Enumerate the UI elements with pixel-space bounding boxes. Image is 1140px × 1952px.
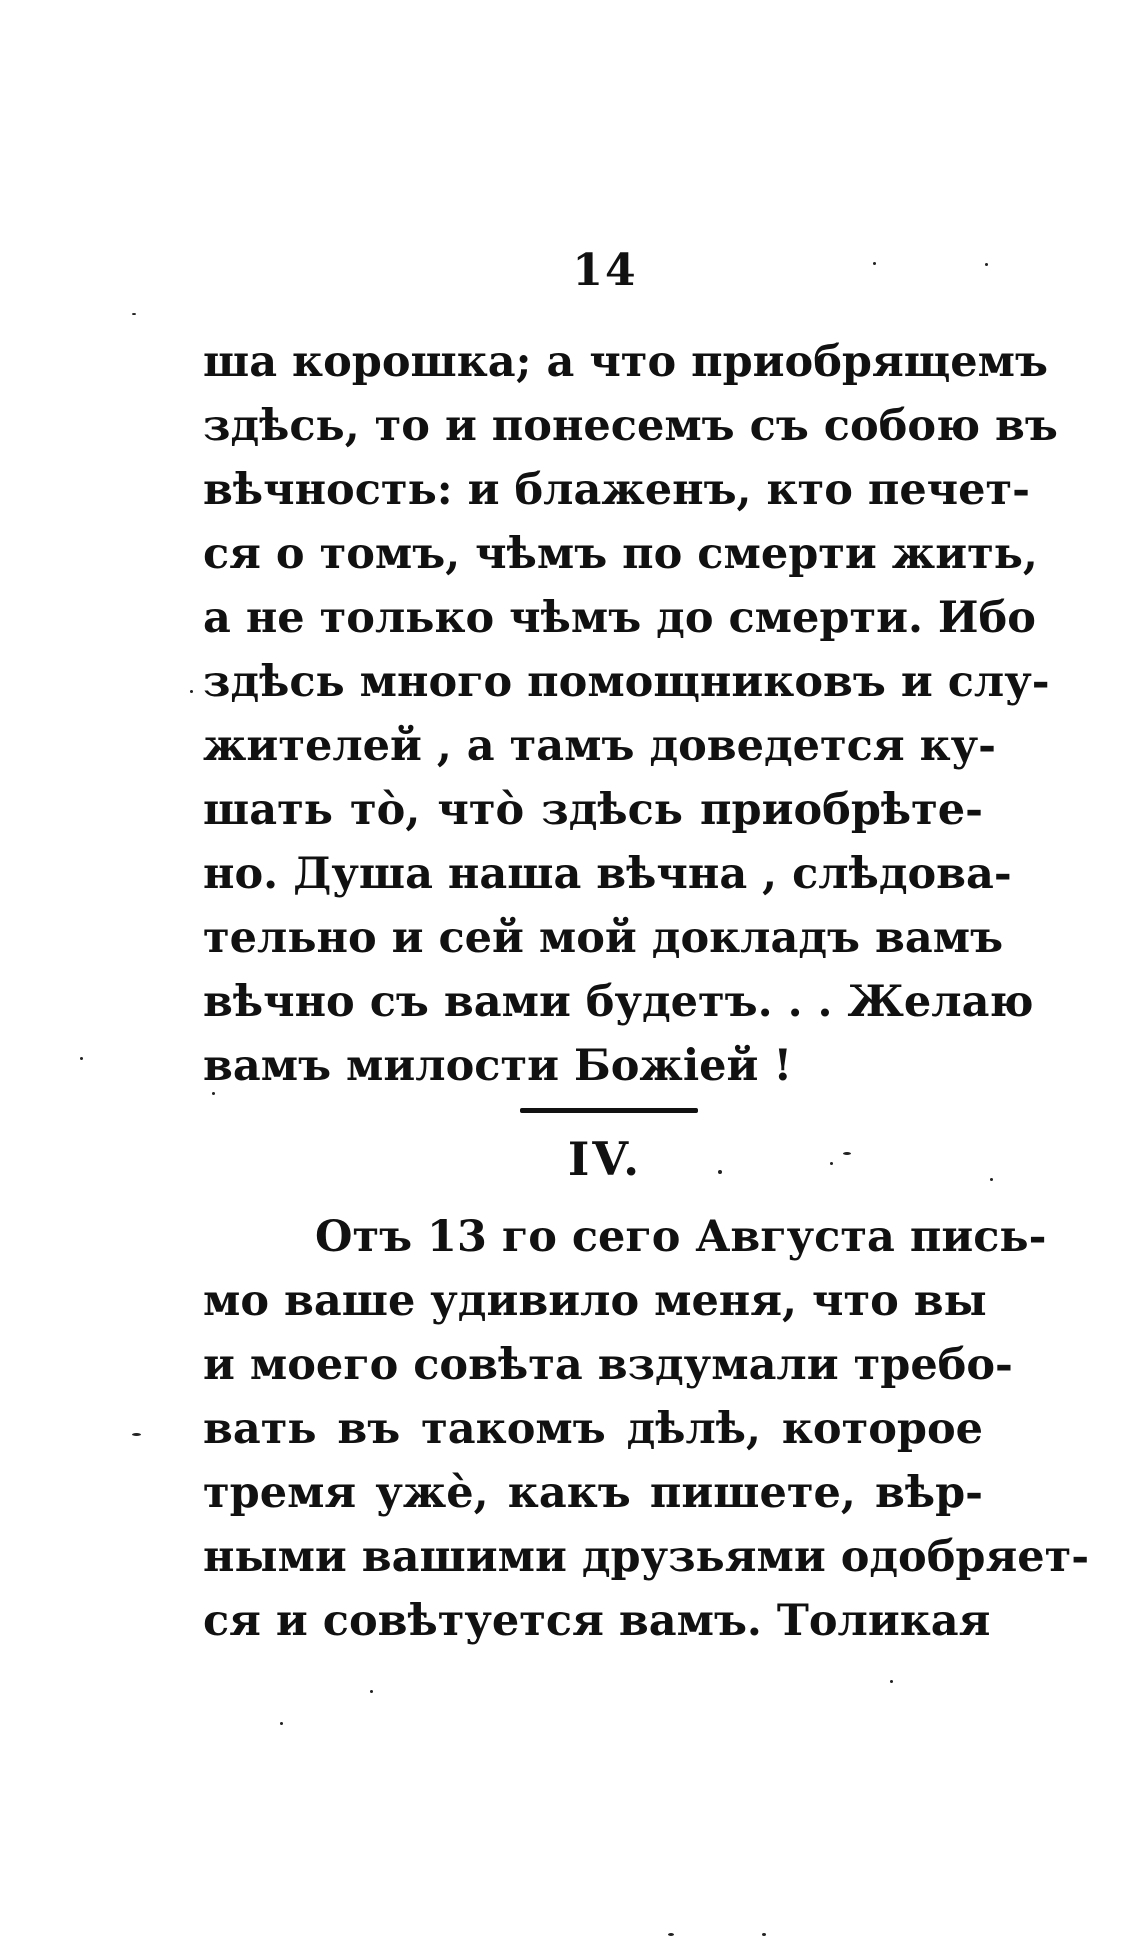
scan-speck [132,1433,141,1436]
text-line: шать тò, чтò здѣсь приобрѣте- [203,785,983,835]
text-line: жителей , а тамъ доведется ку- [203,721,997,771]
text-line: ными вашими друзьями одобряет- [203,1532,1090,1582]
section-divider [520,1108,698,1113]
scan-speck [132,313,136,315]
text-line: и моего совѣта вздумали требо- [203,1340,1013,1390]
paragraph-2 [203,1205,1090,1653]
scan-speck [280,1722,283,1725]
text-line: Отъ 13 го сего Августа пись- [315,1212,1047,1262]
text-line: вѣчность: и блаженъ, кто печет- [203,465,1030,515]
text-line: мо ваше удивило меня, что вы [203,1276,987,1326]
scan-speck [370,1690,373,1693]
page-number: 14 [572,245,638,296]
text-line: вамъ милости Божіей ! [203,1041,793,1091]
scan-speck [190,690,193,693]
text-line: вѣчно съ вами будетъ. . . Желаю [203,977,1034,1027]
scan-speck [762,1933,766,1936]
section-heading: IV. [567,1132,643,1186]
scan-speck [890,1680,893,1683]
scan-speck [212,1092,215,1095]
scan-speck [830,1162,833,1165]
scan-speck [985,263,988,266]
text-line: но. Душа наша вѣчна , слѣдова- [203,849,1012,899]
scan-speck [990,1178,993,1181]
paragraph-1 [203,330,1058,1098]
scan-speck [668,1933,674,1936]
text-line: ся о томъ, чѣмъ по смерти жить, [203,529,1038,579]
scan-speck [80,1057,83,1060]
text-line: тремя ужè, какъ пишете, вѣр- [203,1468,983,1518]
text-line: здѣсь много помощниковъ и слу- [203,657,1050,707]
scan-speck [873,262,876,265]
text-line: а не только чѣмъ до смерти. Ибо [203,593,1036,643]
text-line: ся и совѣтуется вамъ. Толикая [203,1596,991,1646]
text-line: тельно и сей мой докладъ вамъ [203,913,1004,963]
scan-speck [843,1152,851,1155]
text-line: ша корошка; а что приобрящемъ [203,337,1048,387]
text-line: вать въ такомъ дѣлѣ, которое [203,1404,983,1454]
scan-speck [718,1170,722,1174]
text-line: здѣсь, то и понесемъ съ собою въ [203,401,1058,451]
